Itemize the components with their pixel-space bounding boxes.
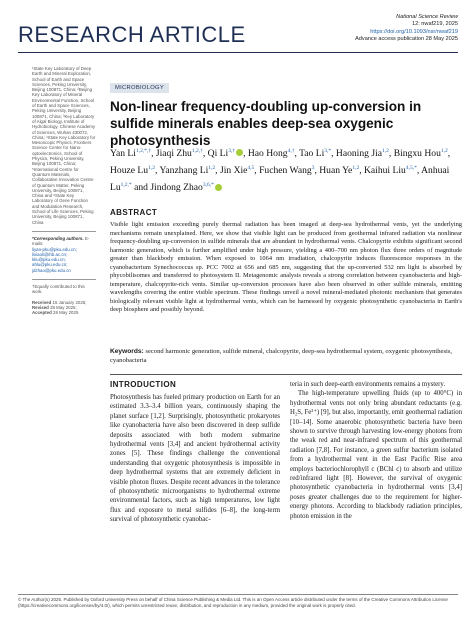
article-title: Non-linear frequency-doubling up-conversion in sulfide minerals enables deep-sea oxygenic photosynthesis xyxy=(110,99,422,148)
doi-link[interactable]: https://doi.org/10.1093/nsr/nwaf219 xyxy=(370,28,458,35)
email-link[interactable]: kliu@pku.edu.cn; xyxy=(32,257,66,263)
keywords-text: second harmonic generation, sulfide mineral, chalcopyrite, deep-sea hydrothermal system, oxygenic photosynthesis, cyanobacteria xyxy=(110,348,453,364)
author-affiliation-mark: 1,2,† xyxy=(191,148,203,154)
received-date: 15 January 2025; xyxy=(52,299,87,305)
journal-info xyxy=(258,14,458,44)
author-name: Huan Ye xyxy=(319,165,353,177)
author-name: Haoning Jia xyxy=(335,148,383,160)
author-affiliation-mark: 3,6,* xyxy=(202,182,214,189)
author-name: Kaihui Liu xyxy=(363,165,406,177)
body-column-right xyxy=(290,380,462,521)
author-name: Jindong Zhao xyxy=(150,182,203,194)
author-affiliation-mark: 1,2 xyxy=(352,165,360,172)
author-affiliation-mark: 4,† xyxy=(287,148,295,154)
corresponding-label: *Corresponding authors. xyxy=(32,235,84,241)
sidebar-divider xyxy=(32,279,96,280)
advance-access: Advance access publication 28 May 2025 xyxy=(355,36,458,43)
accepted-date: 28 May 2025 xyxy=(53,310,79,316)
email-link[interactable]: jdzhao@pku.edu.cn xyxy=(32,267,71,273)
author-affiliation-mark: 4,5 xyxy=(247,165,255,172)
keywords-label: Keywords: xyxy=(110,348,144,355)
author-name: Jin Xie xyxy=(219,165,248,177)
intro-paragraph: teria in such deep-earth environments remains a mystery. xyxy=(290,381,446,388)
corresponding-block xyxy=(32,236,96,273)
intro-heading: INTRODUCTION xyxy=(110,380,177,389)
intro-paragraph: The high-temperature upwelling fluids (up to 400°C) in hydrothermal vents not only bring abundant reductants (e.g. H₂S, Fe²⁺) [9], but also, importantly, emit geothermal radiation [10–14]. Some anaerobic photosynthetic bacteria have been shown to survive through harvesting low-energy photons from the weak red and near-infrared spectrum of this geothermal radiation [7,8]. For instance, a green sulfur bacterium isolated from a hydrothermal vent in the East Pacific Rise area employs bacteriochlorophyll c (BChl c) to absorb and utilize red/infrared light [8]. However, the survival of oxygenic photosynthetic cyanobacteria in hydrothermal vents [3,4] poses greater challenges due to the requirement for higher-energy photons. According to blackbody radiation principles, photon emission in the xyxy=(290,390,462,520)
author-name: Qi Li xyxy=(207,148,229,160)
section-rule xyxy=(110,374,462,375)
intro-paragraph: Photosynthesis has fueled primary production on Earth for an estimated 3.3–3.4 billion years, continuously shaping the planet surface [1,2]. Surprisingly, photosynthetic prokaryotes like cyanobacteria have also been discovered in deep sulfide deposits associated with both modern submarine hydrothermal vents [3,4] and ancient hydrothermal activity zones [5]. These findings challenge the conventional understanding that oxygenic photosynthesis is impossible in deep hydrothermal systems that are extremely deficient in visible photon fluxes. Despite recent advances in the tolerance of photosynthetic microorganisms to hydrothermal extreme environmental factors, such as high temperatures, low light flux and exposure to metal sulfides [6–8], the long-term survival of photosynthetic cyanobac- xyxy=(110,394,280,524)
author-affiliation-mark: 1,2 xyxy=(440,148,448,154)
author-name: Hao Hong xyxy=(247,148,288,160)
author-list: Yan $Li^{1,2,*,\dagger}$, Jiaqi Zhu$^{1,2,\dagger}$, Qi $Li^{3,\dagger}$ , Hao Hong$^{4,\dagger}$, Tao $Li^{3,*}$, Haoning Jia$^{1,2}$, Bingxu Hou$^{1,2}$, Houze Lu$^{1,2}$, Yanzhang Li$^{1,2}$, Jin Xie$^{4,5}$, Fuchen Wang$^3$, Huan Ye$^{1,2}$, Kaihui Liu$^{4,5,*}$, Anhuai $Lu^{1,2,*}$ and Jindong Zhao$^{3,6,*}$ xyxy=(110,148,451,194)
revised-label: Revised xyxy=(32,304,49,310)
abstract-heading: ABSTRACT xyxy=(110,208,158,217)
author-name: Anhuai Lu xyxy=(110,165,450,194)
orcid-icon[interactable] xyxy=(236,149,243,156)
author-affiliation-mark: 1,2,*,† xyxy=(135,148,152,154)
keywords xyxy=(110,348,462,365)
author-affiliation-mark: 3,† xyxy=(228,148,236,154)
journal-name: National Science Review xyxy=(396,14,458,20)
author-affiliation-mark: 3 xyxy=(311,165,315,172)
author-affiliation-mark: 1,2,* xyxy=(120,182,132,189)
author-name: Tao Li xyxy=(299,148,325,160)
sidebar-divider xyxy=(32,231,96,232)
journal-volume: 12: nwaf219, 2025 xyxy=(411,21,458,28)
footer-rule xyxy=(18,594,458,595)
section-title: RESEARCH ARTICLE xyxy=(18,22,246,47)
email-link[interactable]: lixiaoli@ihb.ac.cn; xyxy=(32,251,68,257)
affiliations: ¹State Key Laboratory of Deep Earth and Mineral Exploration, School of Earth and Space Sciences, Peking University, Beijing 100871, China; ²Beijing Key Laboratory of Mineral Environmental Function, School of Earth and Space Sciences, Peking University, Beijing 100871, China; ³Key Laboratory of Algal Biology, Institute of Hydrobiology, Chinese Academy of Sciences, Wuhan 430072, China; ⁴State Key Laboratory for Mesoscopic Physics, Frontiers Science Center for Nano-optoelectronics, School of Physics, Peking University, Beijing 100871, China; ⁵International Centre for Quantum Materials, Collaborative Innovation Centre of Quantum Matter, Peking University, Beijing 100871, China and ⁶State Key Laboratory of Gene Function and Modulation Research, School of Life Sciences, Peking University, Beijing 100871, China xyxy=(32,66,96,225)
equal-contribution-note: †Equally contributed to this work. xyxy=(32,283,85,295)
author-name: Bingxu Hou xyxy=(393,148,441,160)
abstract-text: Visible light emission exceeding purely thermal radiation has been imaged at deep-sea hydrothermal vents, yet the underlying mechanisms remain unexplained. Here, we show that visible light can be produced from geothermal infrared radiation via nonlinear frequency-doubling up-conversion in sulfide minerals that are abundant in hydrothermal vents. Chalcopyrite exhibits significant second harmonic generation, which is further amplified under high pressure, yielding a 400–700 nm photon flux three orders of magnitude greater than blackbody emission. When exposed to 1064 nm irradiation, chalcopyrite induces fluorescence responses in the cyanobacterium Synechococcus sp. PCC 7002 at 656 and 685 nm, suggesting that the up-converted 532 nm light is absorbed by phycobilisomes and transferred to photosystem II. Metagenomic analysis reveals a strong correlation between cyanobacteria and high-temperature, chalcopyrite-rich vents. Similar up-conversion processes have also been observed in other sulfide minerals, emitting wavelengths covering the entire visible spectrum. These findings unveil a novel mineral-mediated photonic mechanism that generates biologically relevant visible light at hydrothermal vents, which can be harnessed by oxygenic photosynthetic cyanobacteria in Earth's deep biosphere and possibly beyond. xyxy=(110,221,462,313)
accepted-label: Accepted xyxy=(32,310,52,316)
author-affiliation-mark: 4,5,* xyxy=(405,165,417,172)
author-affiliation-mark: 1,2 xyxy=(208,165,216,172)
received-label: Received xyxy=(32,299,52,305)
email-link[interactable]: liyan-pku@pku.edu.cn; xyxy=(32,246,77,252)
sidebar xyxy=(32,66,96,315)
email-link[interactable]: ahlu@pku.edu.cn; xyxy=(32,262,68,268)
body-column-left xyxy=(110,393,280,525)
license-footer: © The Author(s) 2025. Published by Oxford University Press on behalf of China Science Publishing & Media Ltd. This is an Open Access article distributed under the terms of the Creative Commons Attribution License (https://creativecommons.org/licenses/by/4.0/), which permits unrestricted reuse, distribution, and reproduction in any medium, provided the original work is properly cited. xyxy=(18,597,448,608)
author-affiliation-mark: 1,2 xyxy=(382,148,389,154)
header-rule xyxy=(18,52,458,53)
orcid-icon[interactable] xyxy=(215,184,222,191)
article-history xyxy=(32,300,96,316)
author-affiliation-mark: 1,2 xyxy=(148,165,155,172)
author-affiliation-mark: 3,* xyxy=(324,148,332,154)
revised-date: 28 May 2025; xyxy=(50,304,77,310)
author-name: Jiaqi Zhu xyxy=(155,148,192,160)
author-name: Fuchen Wang xyxy=(259,165,312,177)
category-tag: MICROBIOLOGY xyxy=(110,83,169,93)
author-name: Yanzhang Li xyxy=(159,165,209,177)
email-label: E-mails: xyxy=(32,235,90,247)
author-name: Houze Lu xyxy=(110,165,149,177)
author-name: Yan Li xyxy=(110,148,136,160)
